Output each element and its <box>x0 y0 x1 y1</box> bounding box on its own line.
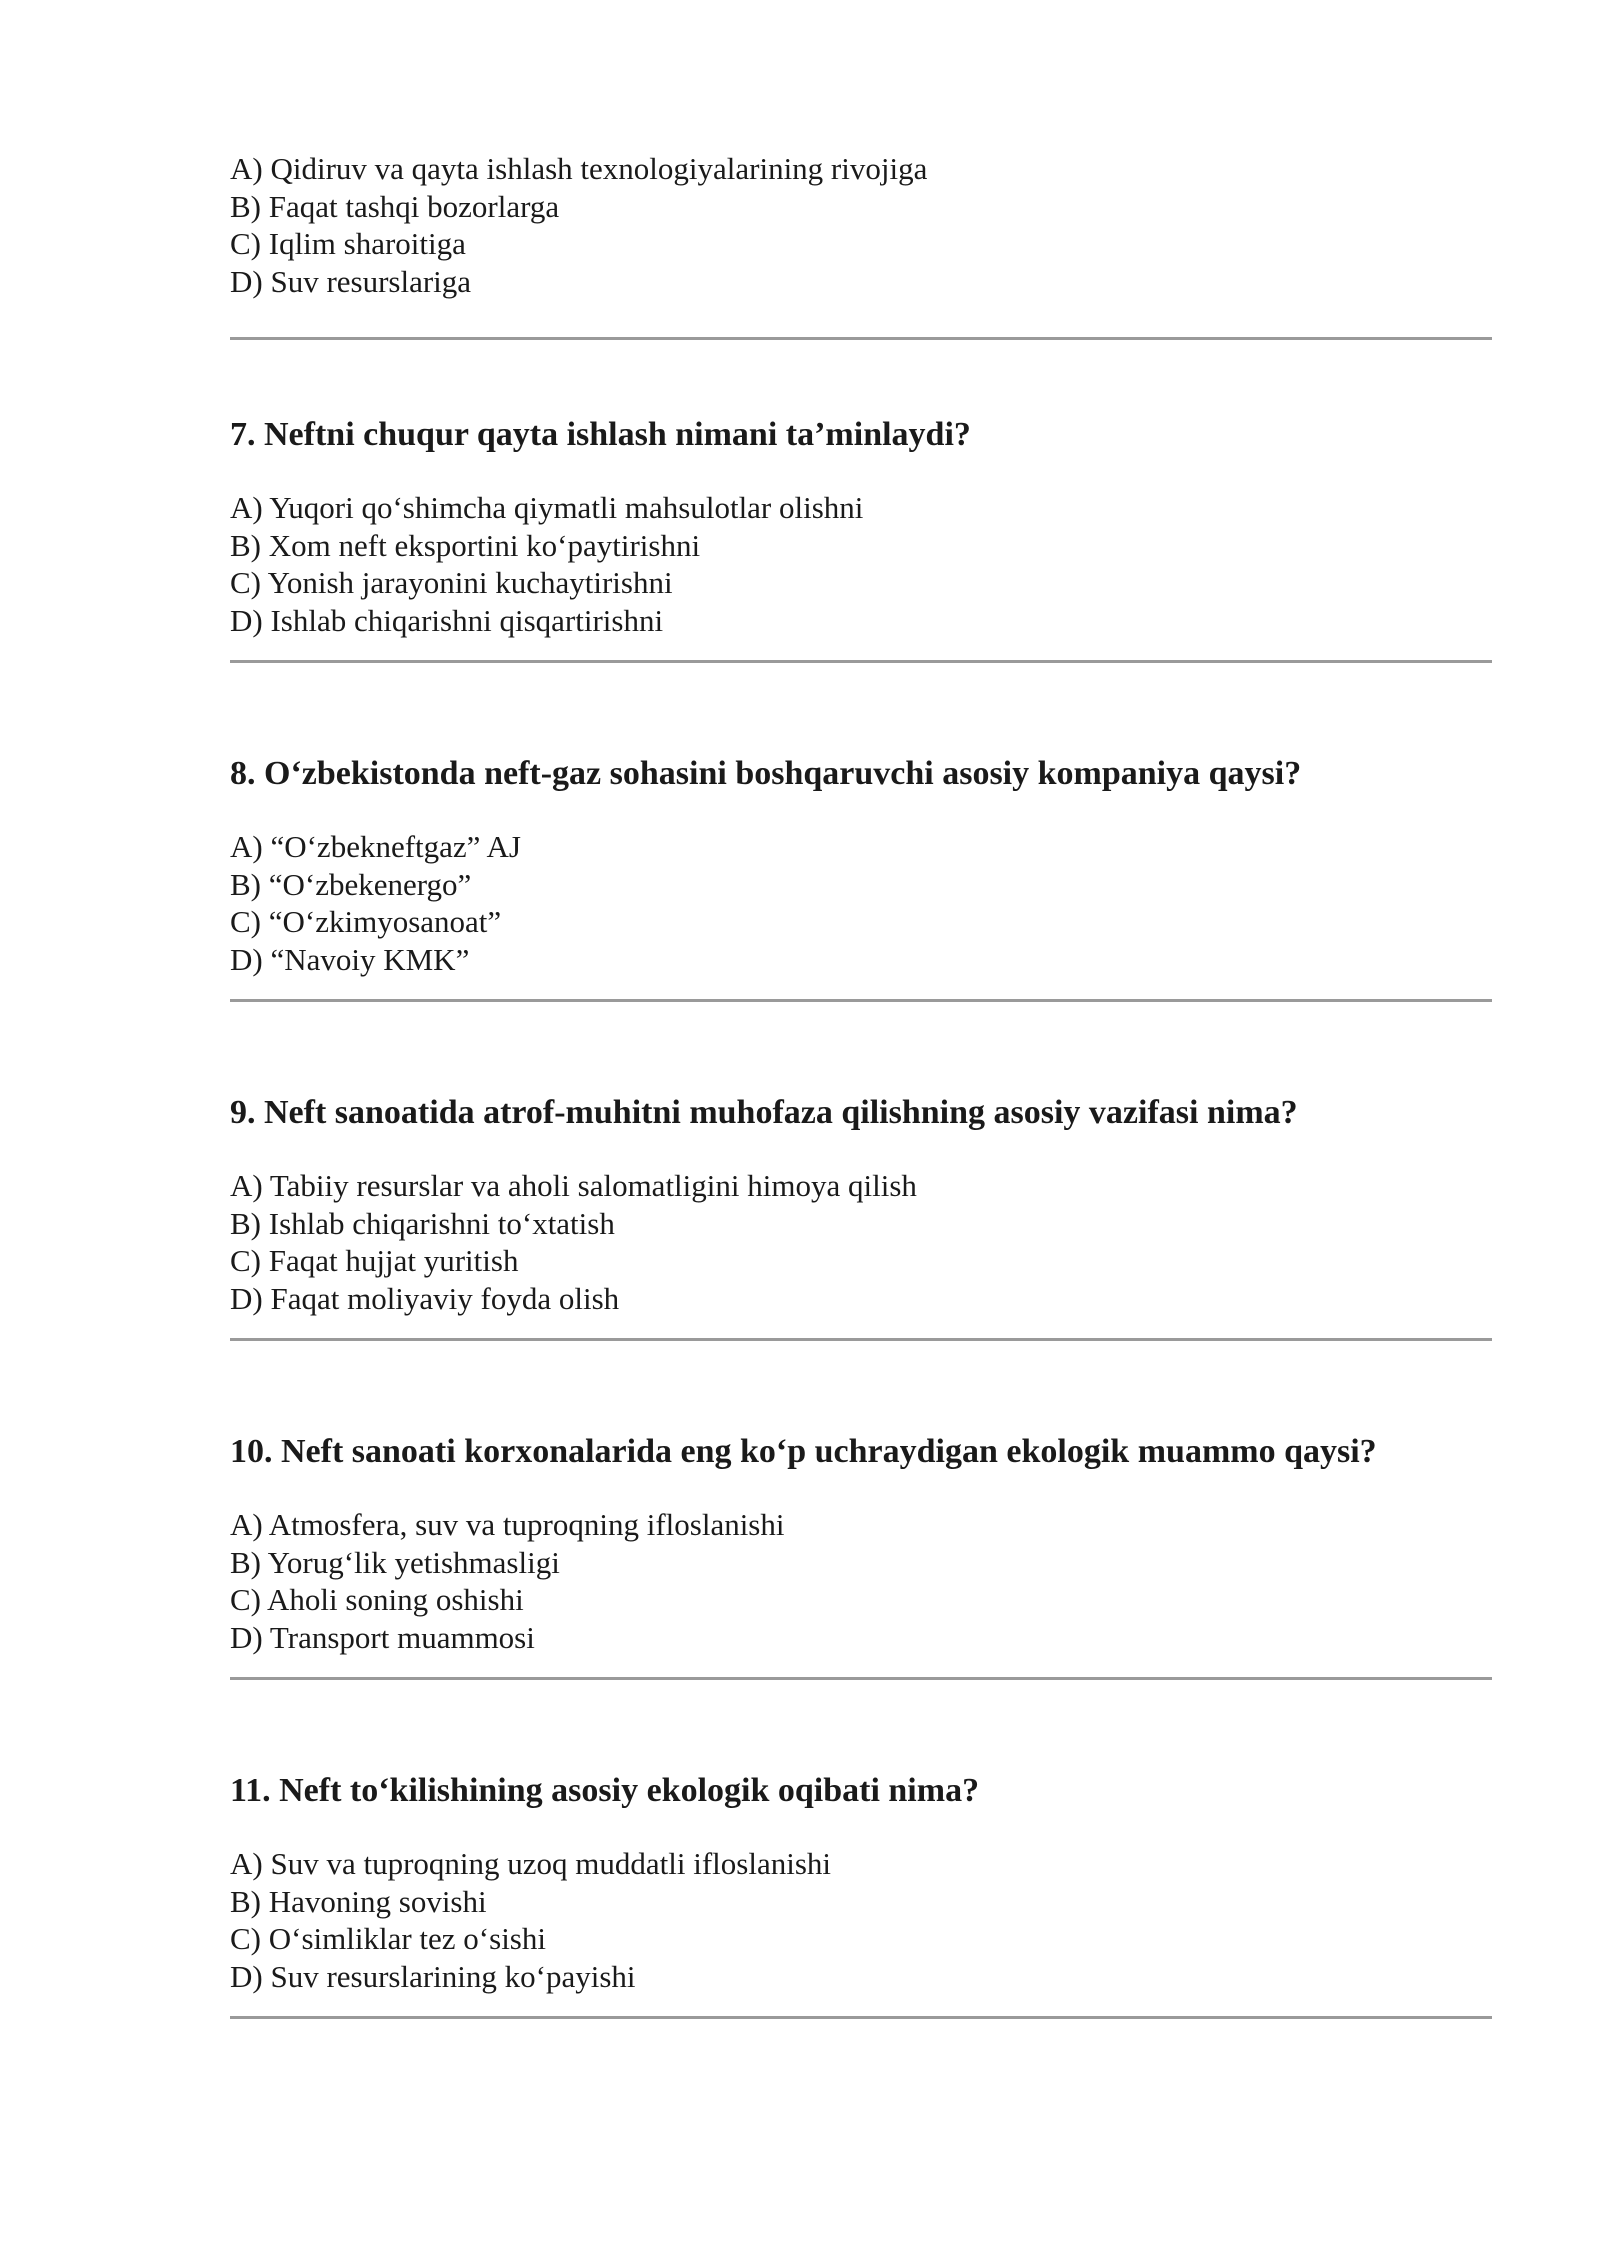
answer-option-d: D) Suv resurslarining ko‘payishi <box>230 1958 636 1994</box>
answer-option-d: D) “Navoiy KMK” <box>230 941 470 977</box>
answer-option-b: B) Ishlab chiqarishni to‘xtatish <box>230 1205 615 1241</box>
answer-option-a: A) “O‘zbekneftgaz” AJ <box>230 829 521 864</box>
answer-options <box>230 1845 831 1995</box>
section-divider <box>230 999 1492 1002</box>
answer-option-a: A) Tabiiy resurslar va aholi salomatligini himoya qilish <box>230 1168 917 1203</box>
answer-options <box>230 150 1492 300</box>
question-block-10 <box>230 1432 1492 1655</box>
answer-option-a: A) Suv va tuproqning uzoq muddatli ifloslanishi <box>230 1846 832 1881</box>
answer-option-d: D) Faqat moliyaviy foyda olish <box>230 1280 620 1316</box>
question-title: 7. Neftni chuqur qayta ishlash nimani ta’minlaydi? <box>230 416 971 453</box>
answer-option-c: C) Aholi soning oshishi <box>230 1582 524 1617</box>
section-divider <box>230 660 1492 663</box>
question-title: 9. Neft sanoatida atrof-muhitni muhofaza qilishning asosiy vazifasi nima? <box>230 1094 1298 1131</box>
question-6-continuation <box>230 150 1492 300</box>
answer-option-c: C) “O‘zkimyosanoat” <box>230 904 502 939</box>
answer-option-b: B) Faqat tashqi bozorlarga <box>230 188 560 224</box>
answer-options <box>230 828 521 978</box>
answer-options <box>230 1506 785 1656</box>
question-block-7 <box>230 415 1492 638</box>
answer-option-b: B) Havoning sovishi <box>230 1883 487 1919</box>
question-title: 10. Neft sanoati korxonalarida eng ko‘p uchraydigan ekologik muammo qaysi? <box>230 1433 1377 1470</box>
answer-option-a: A) Yuqori qo‘shimcha qiymatli mahsulotlar olishni <box>230 490 864 525</box>
answer-option-b: B) Xom neft eksportini ko‘paytirishni <box>230 527 701 563</box>
question-title: 8. O‘zbekistonda neft-gaz sohasini boshqaruvchi asosiy kompaniya qaysi? <box>230 755 1302 792</box>
question-block-11 <box>230 1771 1492 1994</box>
answer-options <box>230 489 863 639</box>
answer-option-b: B) Yorug‘lik yetishmasligi <box>230 1544 560 1580</box>
section-divider <box>230 337 1492 340</box>
section-divider <box>230 1677 1492 1680</box>
answer-option-b: B) “O‘zbekenergo” <box>230 866 472 902</box>
answer-option-c: C) Yonish jarayonini kuchaytirishni <box>230 565 673 600</box>
answer-option-a: A) Atmosfera, suv va tuproqning ifloslanishi <box>230 1507 785 1542</box>
question-block-8 <box>230 754 1492 977</box>
answer-option-d: D) Suv resurslariga <box>230 263 472 299</box>
question-title: 11. Neft to‘kilishining asosiy ekologik oqibati nima? <box>230 1772 980 1809</box>
answer-option-c: C) O‘simliklar tez o‘sishi <box>230 1921 546 1956</box>
answer-option-d: D) Ishlab chiqarishni qisqartirishni <box>230 602 664 638</box>
question-block-9 <box>230 1093 1492 1316</box>
answer-option-c: C) Iqlim sharoitiga <box>230 226 466 261</box>
section-divider <box>230 2016 1492 2019</box>
answer-option-d: D) Transport muammosi <box>230 1619 535 1655</box>
section-divider <box>230 1338 1492 1341</box>
answer-option-a: A) Qidiruv va qayta ishlash texnologiyalarining rivojiga <box>230 151 928 186</box>
answer-option-c: C) Faqat hujjat yuritish <box>230 1243 519 1278</box>
answer-options <box>230 1167 917 1317</box>
